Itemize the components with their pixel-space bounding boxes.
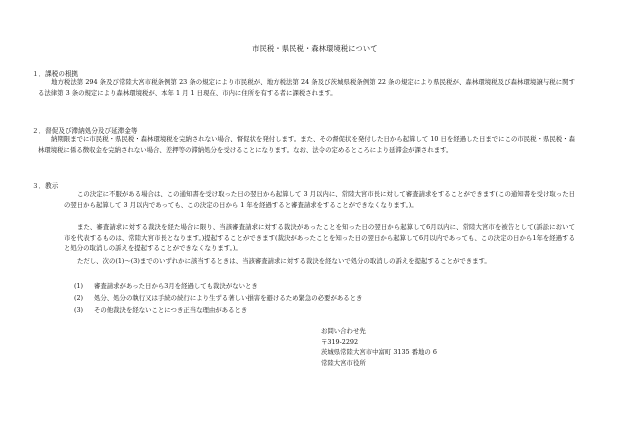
- section-1-body: 地方税法第 294 条及び常陸大宮市税条例第 23 条の規定により市民税が、地方税法第 24 条及び茨城県税条例第 22 条の規定により県民税が、森林環境税及び森林環境譲与税に関する法律第 3 条の規定により森林環境税が、本年 1 月 1 日現在、市内に住所を有する者に課税されます。: [38, 78, 575, 97]
- document-title: 市民税・県民税・森林環境税について: [252, 44, 378, 53]
- section-3-paragraph-2: また、審査請求に対する裁決を経た場合に限り、当該審査請求に対する裁決があったことを知った日の翌日から起算して6月以内に、常陸大宮市を被告として(訴訟において市を代表するものは、常陸大宮市長となります。)提起することができます(裁決があったことを知った日の翌日から起算して6月以内であっても、この決定の日から1年を経過すると処分の取消しの訴えを提起することができなくなります。)。: [64, 223, 575, 253]
- section-3-paragraph-1: この決定に不服がある場合は、この通知書を受け取った日の翌日から起算して 3 月以内に、常陸大宮市長に対して審査請求をすることができます(この通知書を受け取った日の翌日から起算して 3 月以内であっても、この決定の日から 1 年を経過すると審査請求をすることができなくなります。)。: [64, 190, 575, 209]
- contact-address: 茨城県常陸大宮市中富町 3135 番地の 6: [321, 348, 437, 357]
- contact-label: お問い合わせ先: [321, 327, 366, 335]
- list-item: (2) 処分、処分の執行又は手続の続行により生ずる著しい損害を避けるため緊急の必要があるとき: [74, 294, 363, 302]
- section-1-heading: １．課税の根拠: [32, 70, 79, 78]
- list-item: (1) 審査請求があった日から3月を経過しても裁決がないとき: [74, 282, 258, 290]
- section-2-body: 納期限までに市民税・県民税・森林環境税を完納されない場合、督促状を発付します。また、その督促状を発付した日から起算して 10 日を経過した日までにこの市民税・県民税・森林環境税に係る徴収金を完納されない場合、差押等の滞納処分を受けることになります。なお、法令の定めるところにより延滞金が課されます。: [38, 135, 575, 154]
- section-2-heading: ２．督促及び滞納処分及び延滞金等: [32, 127, 138, 135]
- contact-block: [321, 326, 437, 369]
- contact-postal-code: 〒319-2292: [321, 337, 359, 346]
- list-item: (3) その他裁決を経ないことにつき正当な理由があるとき: [74, 306, 248, 314]
- contact-office: 常陸大宮市役所: [321, 359, 366, 368]
- section-3-heading: ３．教示: [32, 182, 59, 190]
- section-3-paragraph-3: ただし、次の(1)～(3)までのいずれかに該当するときは、当該審査請求に対する裁決を経ないで処分の取消しの訴えを提起することができます。: [77, 257, 491, 265]
